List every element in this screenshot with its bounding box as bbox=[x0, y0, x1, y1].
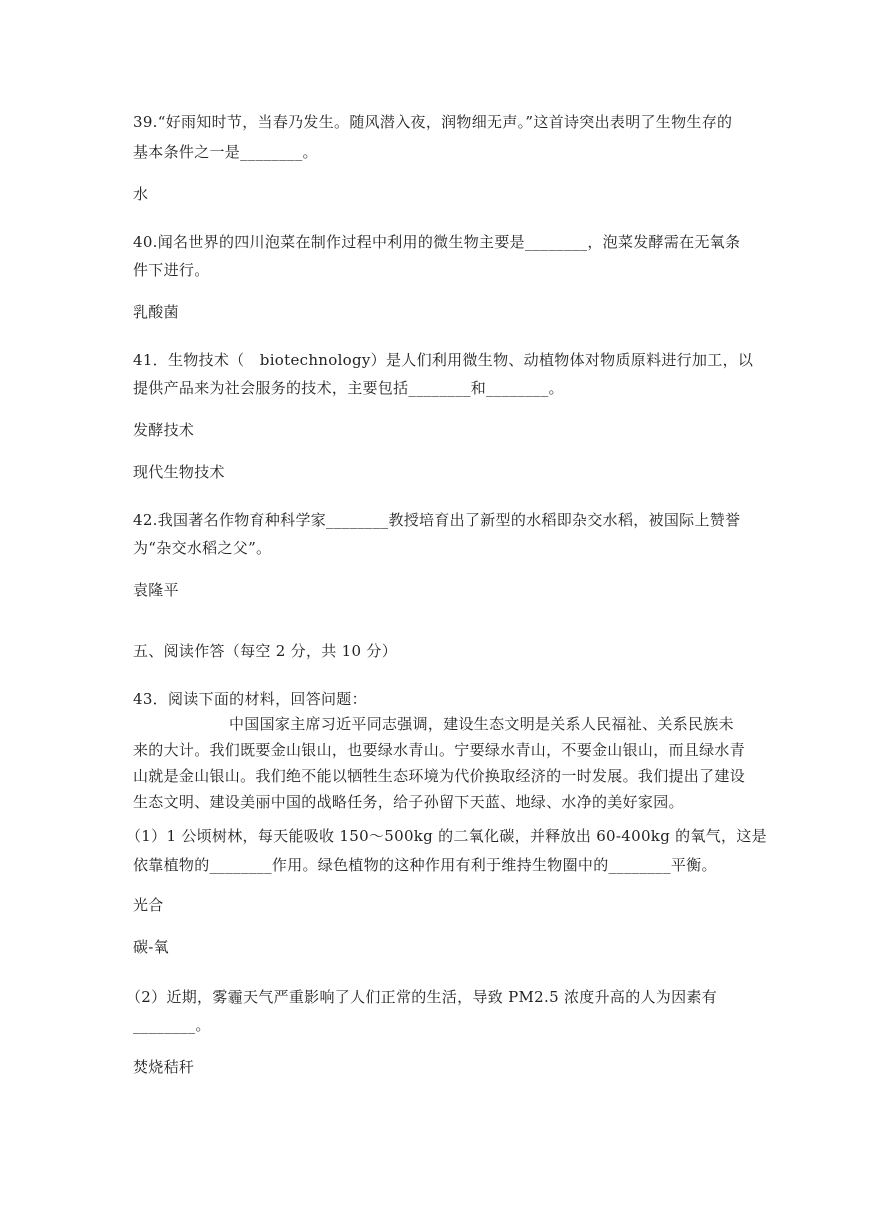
q43-sub2-line-1: （2）近期，雾霾天气严重影响了人们正常的生活，导致 PM2.5 浓度升高的人为因素有 bbox=[126, 988, 717, 1006]
q42-line-1: 42.我国著名作物育种科学家________教授培育出了新型的水稻即杂交水稻，被国际上赞誉 bbox=[133, 511, 741, 529]
q41-line-1: 41．生物技术（ biotechnology）是人们利用微生物、动植物体对物质原料进行加工，以 bbox=[133, 351, 754, 369]
q42-line-2: 为“杂交水稻之父”。 bbox=[133, 539, 272, 557]
q42-answer: 袁隆平 bbox=[133, 581, 179, 599]
q43-material-line-1: 中国国家主席习近平同志强调，建设生态文明是关系人民福祉、关系民族未 bbox=[229, 715, 734, 733]
q39-line-2: 基本条件之一是________。 bbox=[133, 143, 318, 161]
q39-line-1: 39.“好雨知时节，当春乃发生。随风潜入夜，润物细无声。”这首诗突出表明了生物生存的 bbox=[133, 113, 733, 131]
q41-line-2: 提供产品来为社会服务的技术，主要包括________和________。 bbox=[133, 379, 564, 397]
q39-answer: 水 bbox=[133, 185, 149, 203]
q43-material-line-4: 生态文明、建设美丽中国的战略任务，给子孙留下天蓝、地绿、水净的美好家园。 bbox=[133, 793, 684, 811]
q43-sub1-answer-1: 光合 bbox=[133, 896, 164, 914]
q43-material-line-3: 山就是金山银山。我们绝不能以牺牲生态环境为代价换取经济的一时发展。我们提出了建设 bbox=[133, 767, 746, 785]
q43-intro: 43．阅读下面的材料，回答问题： bbox=[133, 690, 367, 708]
q43-sub1-line-2: 依靠植物的________作用。绿色植物的这种作用有利于维持生物圈中的________平衡。 bbox=[133, 856, 717, 874]
q40-line-2: 件下进行。 bbox=[133, 261, 210, 279]
q43-sub2-answer: 焚烧秸秆 bbox=[133, 1058, 195, 1076]
q43-sub1-answer-2: 碳-氧 bbox=[133, 938, 169, 956]
q43-sub1-line-1: （1）1 公顷树林，每天能吸收 150～500kg 的二氧化碳，并释放出 60-400kg 的氧气，这是 bbox=[126, 827, 767, 845]
q40-line-1: 40.闻名世界的四川泡菜在制作过程中利用的微生物主要是________，泡菜发酵需在无氧条 bbox=[133, 233, 741, 251]
q41-answer-2: 现代生物技术 bbox=[133, 463, 225, 481]
q43-material-line-2: 来的大计。我们既要金山银山，也要绿水青山。宁要绿水青山，不要金山银山，而且绿水青 bbox=[133, 741, 746, 759]
q41-answer-1: 发酵技术 bbox=[133, 421, 195, 439]
section-5-title: 五、阅读作答（每空 2 分，共 10 分） bbox=[133, 642, 398, 660]
q40-answer: 乳酸菌 bbox=[133, 303, 179, 321]
q43-sub2-line-2: ________。 bbox=[133, 1016, 211, 1034]
